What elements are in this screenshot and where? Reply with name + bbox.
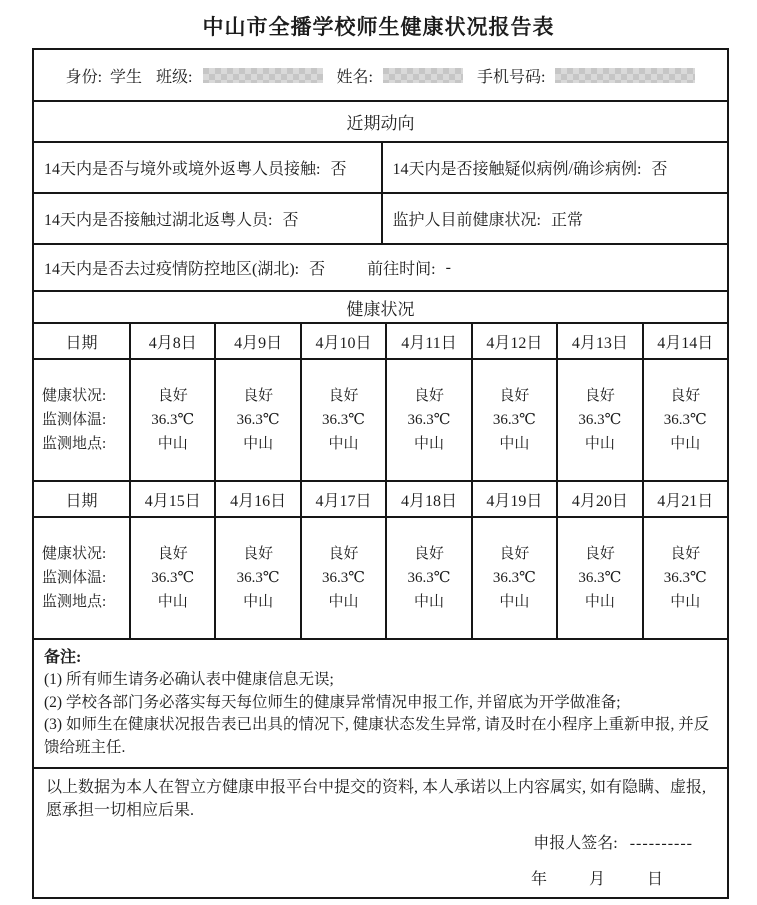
question-hubei-contact [34, 194, 381, 243]
notes-header: 备注: [44, 649, 82, 666]
entry-temp: 36.3℃ [407, 570, 451, 586]
signature-label: 申报人签名: [533, 835, 618, 853]
entry-temp: 36.3℃ [236, 412, 280, 428]
redacted-class-value [203, 68, 323, 83]
health-entry-cell [129, 360, 214, 480]
epidemic-area-row [34, 243, 727, 290]
health-entry-cell [385, 518, 470, 638]
health-entry-cell [642, 360, 727, 480]
health-entry-cell [642, 518, 727, 638]
signature-blank: ---------- [629, 835, 693, 853]
question-answer: 否 [651, 161, 668, 178]
entry-status: 良好 [499, 388, 530, 404]
entry-status: 良好 [670, 546, 701, 562]
note-item: (3) 如师生在健康状况报告表已出具的情况下, 健康状态发生异常, 请及时在小程序上重新申报, 并反馈给班主任. [44, 716, 710, 756]
date-cell: 4月15日 [129, 482, 214, 516]
entry-location: 中山 [157, 436, 188, 452]
entry-location: 中山 [157, 594, 188, 610]
entry-location: 中山 [499, 436, 530, 452]
date-cell: 4月18日 [385, 482, 470, 516]
entry-location: 中山 [584, 594, 615, 610]
question-answer: 否 [282, 212, 299, 229]
epidemic-area-label: 14天内是否去过疫情防控地区(湖北): [44, 261, 300, 278]
page-title: 中山市全播学校师生健康状况报告表 [202, 15, 555, 39]
question-overseas-contact [34, 143, 381, 192]
entry-status: 良好 [584, 546, 615, 562]
entry-location: 中山 [670, 436, 701, 452]
note-item: (2) 学校各部门务必落实每天每位师生的健康异常情况申报工作, 并留底为开学做准备; [44, 693, 621, 711]
status-row-label: 健康状况: [42, 388, 107, 404]
entry-status: 良好 [328, 546, 359, 562]
identity-type-value: 学生 [110, 68, 143, 86]
entry-status: 良好 [157, 546, 188, 562]
question-row-2 [34, 192, 727, 243]
health-entry-cell [471, 518, 556, 638]
year-label: 年 [530, 870, 547, 888]
entry-status: 良好 [670, 388, 701, 404]
health-entry-cell [129, 518, 214, 638]
entry-status: 良好 [413, 388, 444, 404]
date-cell: 4月21日 [642, 482, 727, 516]
day-label: 日 [646, 870, 663, 888]
entry-temp: 36.3℃ [322, 570, 366, 586]
health-entry-cell [556, 360, 641, 480]
question-case-contact [381, 143, 728, 192]
health-status-header: 健康状况 [34, 290, 727, 322]
epidemic-area-answer: 否 [309, 261, 326, 278]
question-guardian-health [381, 194, 728, 243]
entry-status: 良好 [328, 388, 359, 404]
entry-temp: 36.3℃ [322, 412, 366, 428]
entry-temp: 36.3℃ [578, 412, 622, 428]
date-cell: 4月13日 [556, 324, 641, 358]
health-data-row-week2 [34, 516, 727, 638]
entry-location: 中山 [499, 594, 530, 610]
entry-temp: 36.3℃ [663, 570, 707, 586]
travel-time-value: - [445, 258, 451, 276]
entry-location: 中山 [413, 436, 444, 452]
entry-temp: 36.3℃ [407, 412, 451, 428]
date-cell: 4月11日 [385, 324, 470, 358]
health-entry-cell [214, 360, 299, 480]
entry-status: 良好 [157, 388, 188, 404]
entry-temp: 36.3℃ [578, 570, 622, 586]
date-cell: 4月9日 [214, 324, 299, 358]
date-cell: 4月20日 [556, 482, 641, 516]
health-entry-cell [471, 360, 556, 480]
date-cell: 4月10日 [300, 324, 385, 358]
status-row-label: 健康状况: [42, 546, 107, 562]
entry-location: 中山 [670, 594, 701, 610]
health-entry-cell [300, 518, 385, 638]
entry-location: 中山 [243, 436, 274, 452]
travel-time-label: 前往时间: [367, 261, 436, 278]
identity-row [34, 50, 727, 100]
question-label: 14天内是否接触疑似病例/确诊病例: [392, 161, 642, 178]
entry-location: 中山 [328, 436, 359, 452]
question-answer: 否 [330, 161, 347, 178]
entry-location: 中山 [413, 594, 444, 610]
identity-type-label: 身份: [65, 68, 103, 86]
report-page [0, 11, 757, 899]
row-labels-cell [34, 518, 129, 638]
entry-status: 良好 [413, 546, 444, 562]
month-label: 月 [588, 870, 605, 888]
redacted-name-value [383, 68, 463, 83]
entry-location: 中山 [584, 436, 615, 452]
health-entry-cell [300, 360, 385, 480]
date-signature-line [46, 868, 715, 891]
date-label-cell: 日期 [65, 492, 98, 510]
signature-line [46, 832, 715, 855]
declaration-text: 以上数据为本人在智立方健康申报平台中提交的资料, 本人承诺以上内容属实, 如有隐瞒、虚报, 愿承担一切相应后果. [46, 779, 707, 820]
class-label: 班级: [156, 68, 193, 86]
entry-status: 良好 [243, 546, 274, 562]
phone-label: 手机号码: [476, 68, 546, 86]
temp-row-label: 监测体温: [42, 412, 107, 428]
location-row-label: 监测地点: [42, 436, 107, 452]
entry-status: 良好 [499, 546, 530, 562]
recent-activity-header: 近期动向 [34, 100, 727, 141]
question-label: 14天内是否接触过湖北返粤人员: [44, 212, 273, 229]
date-label-cell: 日期 [65, 334, 98, 352]
date-cell: 4月14日 [642, 324, 727, 358]
entry-temp: 36.3℃ [151, 412, 195, 428]
location-row-label: 监测地点: [42, 594, 107, 610]
health-data-row-week1 [34, 358, 727, 480]
question-label: 14天内是否与境外或境外返粤人员接触: [44, 161, 321, 178]
entry-temp: 36.3℃ [492, 570, 536, 586]
name-label: 姓名: [336, 68, 373, 86]
entry-temp: 36.3℃ [663, 412, 707, 428]
entry-temp: 36.3℃ [492, 412, 536, 428]
note-item: (1) 所有师生请务必确认表中健康信息无误; [44, 671, 334, 689]
date-header-row-week2 [34, 480, 727, 516]
question-row-1 [34, 141, 727, 192]
temp-row-label: 监测体温: [42, 570, 107, 586]
date-header-row-week1 [34, 322, 727, 358]
entry-temp: 36.3℃ [151, 570, 195, 586]
entry-location: 中山 [328, 594, 359, 610]
date-cell: 4月16日 [214, 482, 299, 516]
health-entry-cell [556, 518, 641, 638]
health-entry-cell [214, 518, 299, 638]
date-cell: 4月8日 [129, 324, 214, 358]
row-labels-cell [34, 360, 129, 480]
question-label: 监护人目前健康状况: [392, 212, 541, 229]
notes-section [34, 638, 727, 767]
entry-status: 良好 [584, 388, 615, 404]
entry-location: 中山 [243, 594, 274, 610]
question-answer: 正常 [550, 212, 583, 229]
declaration-section [34, 767, 727, 897]
date-cell: 4月19日 [471, 482, 556, 516]
entry-temp: 36.3℃ [236, 570, 280, 586]
date-cell: 4月12日 [471, 324, 556, 358]
health-entry-cell [385, 360, 470, 480]
report-table [32, 48, 729, 899]
redacted-phone-value [555, 68, 695, 83]
date-cell: 4月17日 [300, 482, 385, 516]
entry-status: 良好 [243, 388, 274, 404]
